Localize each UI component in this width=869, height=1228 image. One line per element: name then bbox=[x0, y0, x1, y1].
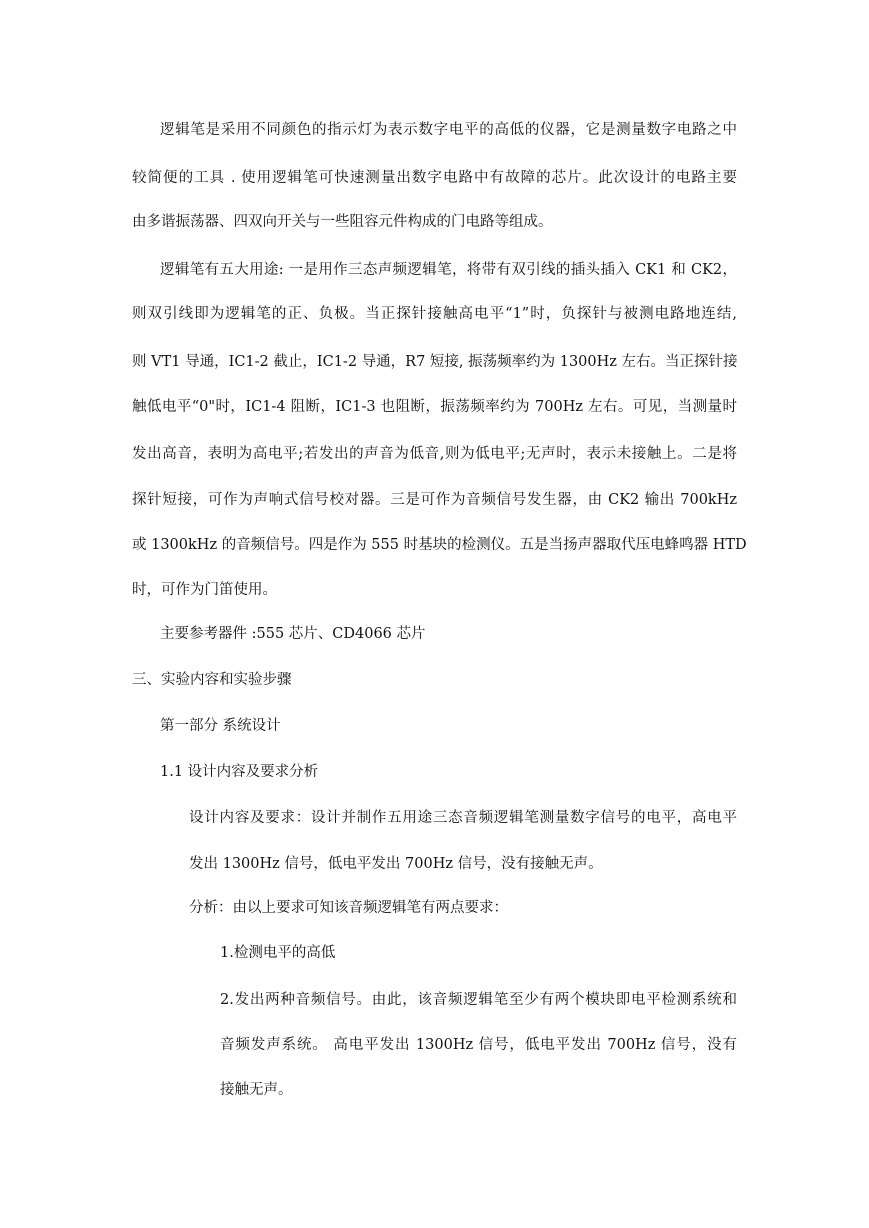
paragraph-2-line-6: 探针短接，可作为声响式信号校对器。三是可作为音频信号发生器，由 CK2 输出 700kHz bbox=[132, 492, 737, 508]
paragraph-2-line-7: 或 1300kHz 的音频信号。四是作为 555 时基块的检测仪。五是当扬声器取代压电蜂鸣器 HTD bbox=[132, 537, 747, 553]
paragraph-1-line-1: 逻辑笔是采用不同颜色的指示灯为表示数字电平的高低的仪器，它是测量数字电路之中 bbox=[160, 122, 737, 138]
paragraph-2-line-3: 则 VT1 导通，IC1-2 截止，IC1-2 导通，R7 短接, 振荡频率约为 1300Hz 左右。当正探针接 bbox=[132, 354, 738, 370]
paragraph-1-line-3: 由多谐振荡器、四双向开关与一些阻容元件构成的门电路等组成。 bbox=[132, 214, 553, 230]
analysis-line: 分析：由以上要求可知该音频逻辑笔有两点要求： bbox=[189, 900, 508, 916]
section-heading: 三、实验内容和实验步骤 bbox=[132, 672, 292, 688]
list-item-2-line-3: 接触无声。 bbox=[220, 1082, 293, 1098]
paragraph-2-line-2: 则双引线即为逻辑笔的正、负极。当正探针接触高电平“1”时，负探针与被测电路地连结, bbox=[132, 306, 737, 322]
requirements-line-1: 设计内容及要求：设计并制作五用途三态音频逻辑笔测量数字信号的电平，高电平 bbox=[189, 810, 737, 826]
requirements-line-2: 发出 1300Hz 信号，低电平发出 700Hz 信号，没有接触无声。 bbox=[189, 856, 603, 872]
list-item-1: 1.检测电平的高低 bbox=[220, 945, 336, 961]
paragraph-2-line-8: 时，可作为门笛使用。 bbox=[132, 582, 277, 598]
paragraph-2-line-1: 逻辑笔有五大用途: 一是用作三态声频逻辑笔，将带有双引线的插头插入 CK1 和 CK2， bbox=[160, 262, 737, 278]
part-heading: 第一部分 系统设计 bbox=[160, 718, 281, 734]
list-item-2-line-1: 2.发出两种音频信号。由此，该音频逻辑笔至少有两个模块即电平检测系统和 bbox=[220, 992, 737, 1008]
list-item-2-line-2: 音频发声系统。 高电平发出 1300Hz 信号，低电平发出 700Hz 信号，没有 bbox=[220, 1037, 737, 1053]
paragraph-2-line-4: 触低电平“0"时，IC1-4 阻断，IC1-3 也阻断，振荡频率约为 700Hz 左右。可见，当测量时 bbox=[132, 399, 737, 415]
reference-parts: 主要参考器件 :555 芯片、CD4066 芯片 bbox=[160, 626, 426, 642]
paragraph-1-line-2: 较简便的工具 . 使用逻辑笔可快速测量出数字电路中有故障的芯片。此次设计的电路主要 bbox=[132, 170, 737, 186]
subsection-heading: 1.1 设计内容及要求分析 bbox=[160, 764, 319, 780]
paragraph-2-line-5: 发出高音，表明为高电平;若发出的声音为低音,则为低电平;无声时，表示未接触上。二是将 bbox=[132, 446, 737, 462]
